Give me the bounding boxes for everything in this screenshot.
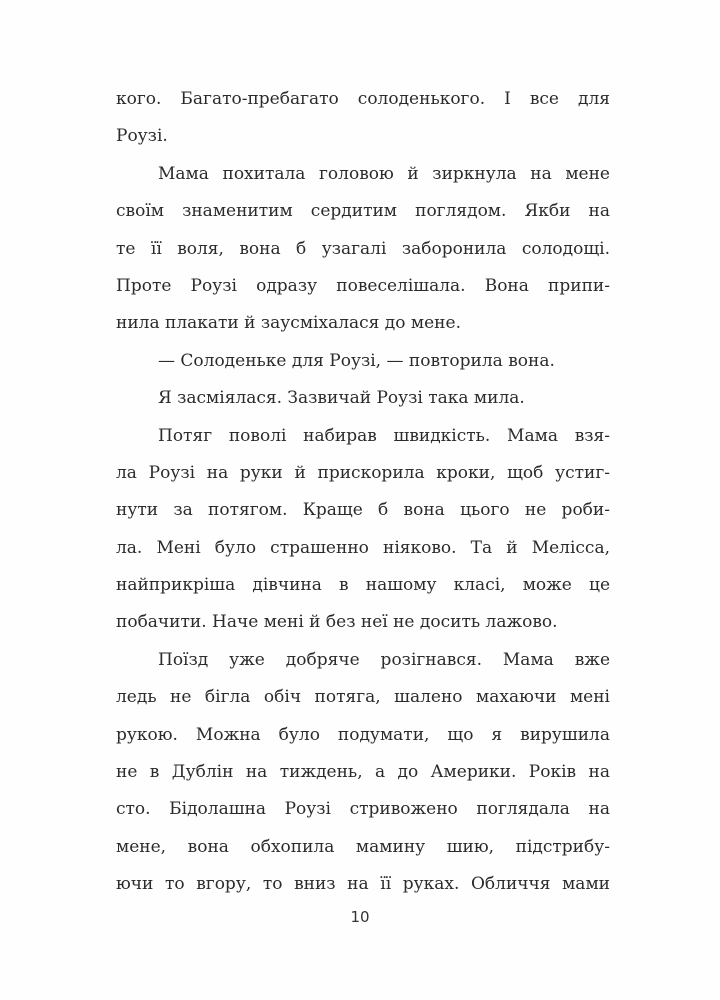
page-number: 10	[350, 908, 370, 926]
text-line: ледь не бігла обіч потяга, шалено махаючи мені	[116, 687, 610, 708]
text-line: те її воля, вона б узагалі заборонила солодощі.	[116, 238, 610, 259]
text-line: не в Дублін на тиждень, а до Америки. Років на	[116, 762, 610, 783]
text-line: побачити. Наче мені й без неї не досить лажово.	[116, 612, 558, 633]
text-line: Потяг поволі набирав швидкість. Мама взя-	[158, 425, 610, 446]
text-line: кого. Багато-пребагато солоденького. І все для	[116, 89, 610, 109]
text-line: Роузі.	[116, 126, 168, 147]
text-line: ла. Мені було страшенно ніяково. Та й Мелісса,	[116, 537, 610, 558]
text-line: Проте Роузі одразу повеселішала. Вона припи-	[116, 275, 610, 296]
text-line: найприкріша дівчина в нашому класі, може це	[116, 575, 610, 596]
text-line: Я засміялася. Зазвичай Роузі така мила.	[158, 388, 525, 409]
text-line: Поїзд уже добряче розігнався. Мама вже	[158, 649, 610, 670]
body-text	[116, 81, 610, 904]
text-line: ла Роузі на руки й прискорила кроки, щоб устиг-	[116, 462, 610, 483]
text-line: сто. Бідолашна Роузі стривожено поглядала на	[116, 799, 610, 820]
text-line: мене, вона обхопила мамину шию, підстрибу-	[116, 836, 610, 857]
text-line: нути за потягом. Краще б вона цього не роби-	[116, 500, 610, 521]
text-line: — Солоденьке для Роузі, — повторила вона.	[158, 350, 555, 371]
text-line: Мама похитала головою й зиркнула на мене	[158, 163, 610, 184]
text-line: рукою. Можна було подумати, що я вирушила	[116, 724, 610, 745]
text-line: нила плакати й заусміхалася до мене.	[116, 313, 461, 334]
text-line: ючи то вгору, то вниз на її руках. Обличчя мами	[116, 874, 610, 895]
text-line: своїм знаменитим сердитим поглядом. Якби на	[116, 201, 610, 222]
